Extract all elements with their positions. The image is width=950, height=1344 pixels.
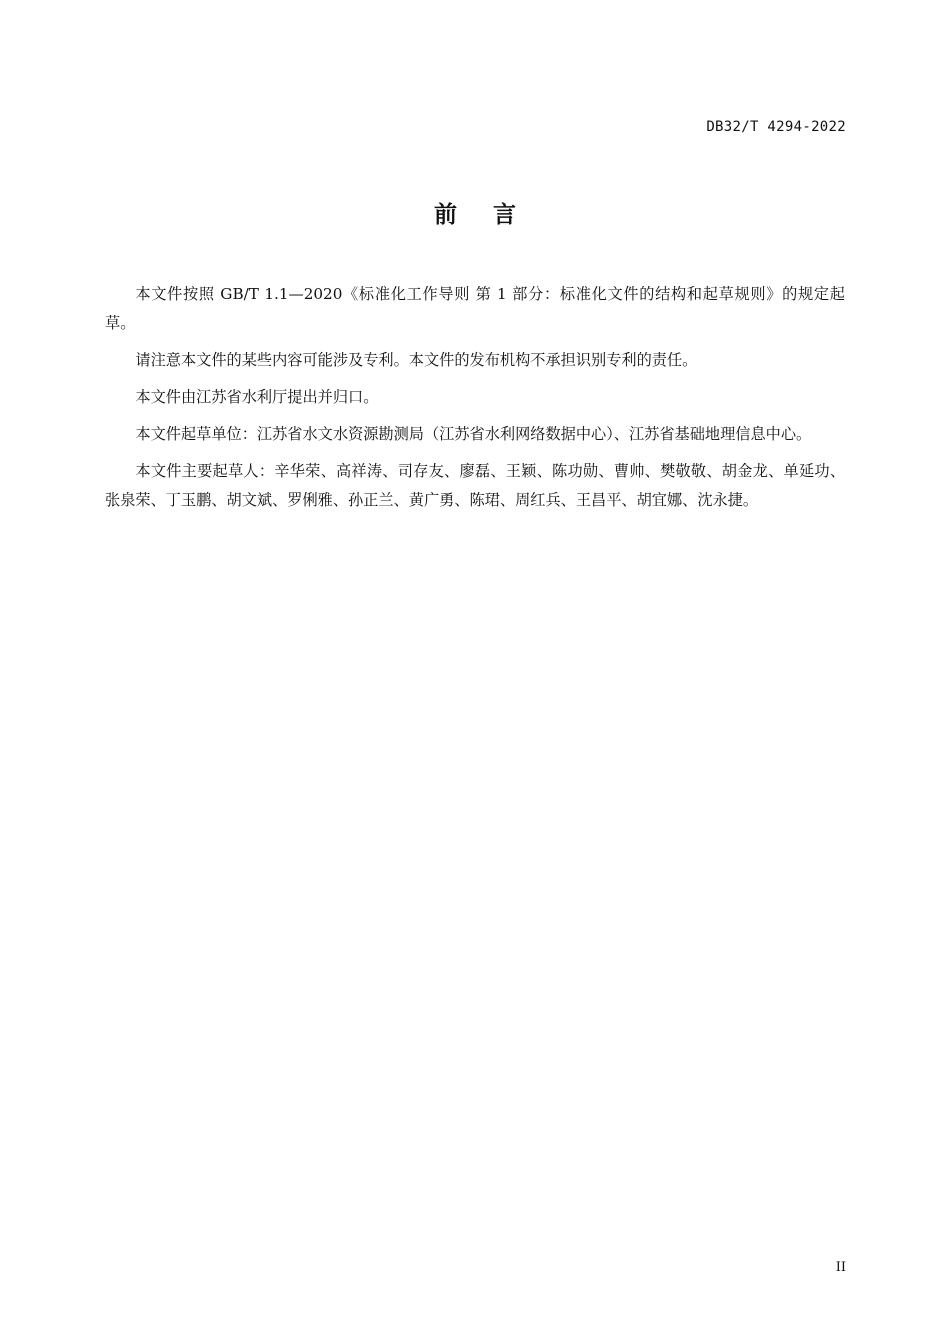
foreword-body	[105, 280, 845, 523]
paragraph-patent-notice: 请注意本文件的某些内容可能涉及专利。本文件的发布机构不承担识别专利的责任。	[135, 351, 698, 369]
paragraph-proposer: 本文件由江苏省水利厅提出并归口。	[135, 388, 379, 406]
paragraph-drafting-rules: 本文件按照 GB/T 1.1—2020《标准化工作导则 第 1 部分：标准化文件的结构和起草规则》的规定起草。	[105, 285, 845, 332]
page-number: II	[835, 1260, 846, 1275]
paragraph-drafting-units: 本文件起草单位：江苏省水文水资源勘测局（江苏省水利网络数据中心）、江苏省基础地理信息中心。	[135, 425, 812, 443]
page-title: 前言	[434, 202, 552, 228]
document-id: DB32/T 4294-2022	[706, 119, 846, 135]
paragraph-drafters: 本文件主要起草人：辛华荣、高祥涛、司存友、廖磊、王颖、陈功勋、曹帅、樊敬敬、胡金龙、单延功、张泉荣、丁玉鹏、胡文斌、罗俐雅、孙正兰、黄广勇、陈珺、周红兵、王昌平、胡宜娜、沈永捷。	[105, 462, 845, 509]
